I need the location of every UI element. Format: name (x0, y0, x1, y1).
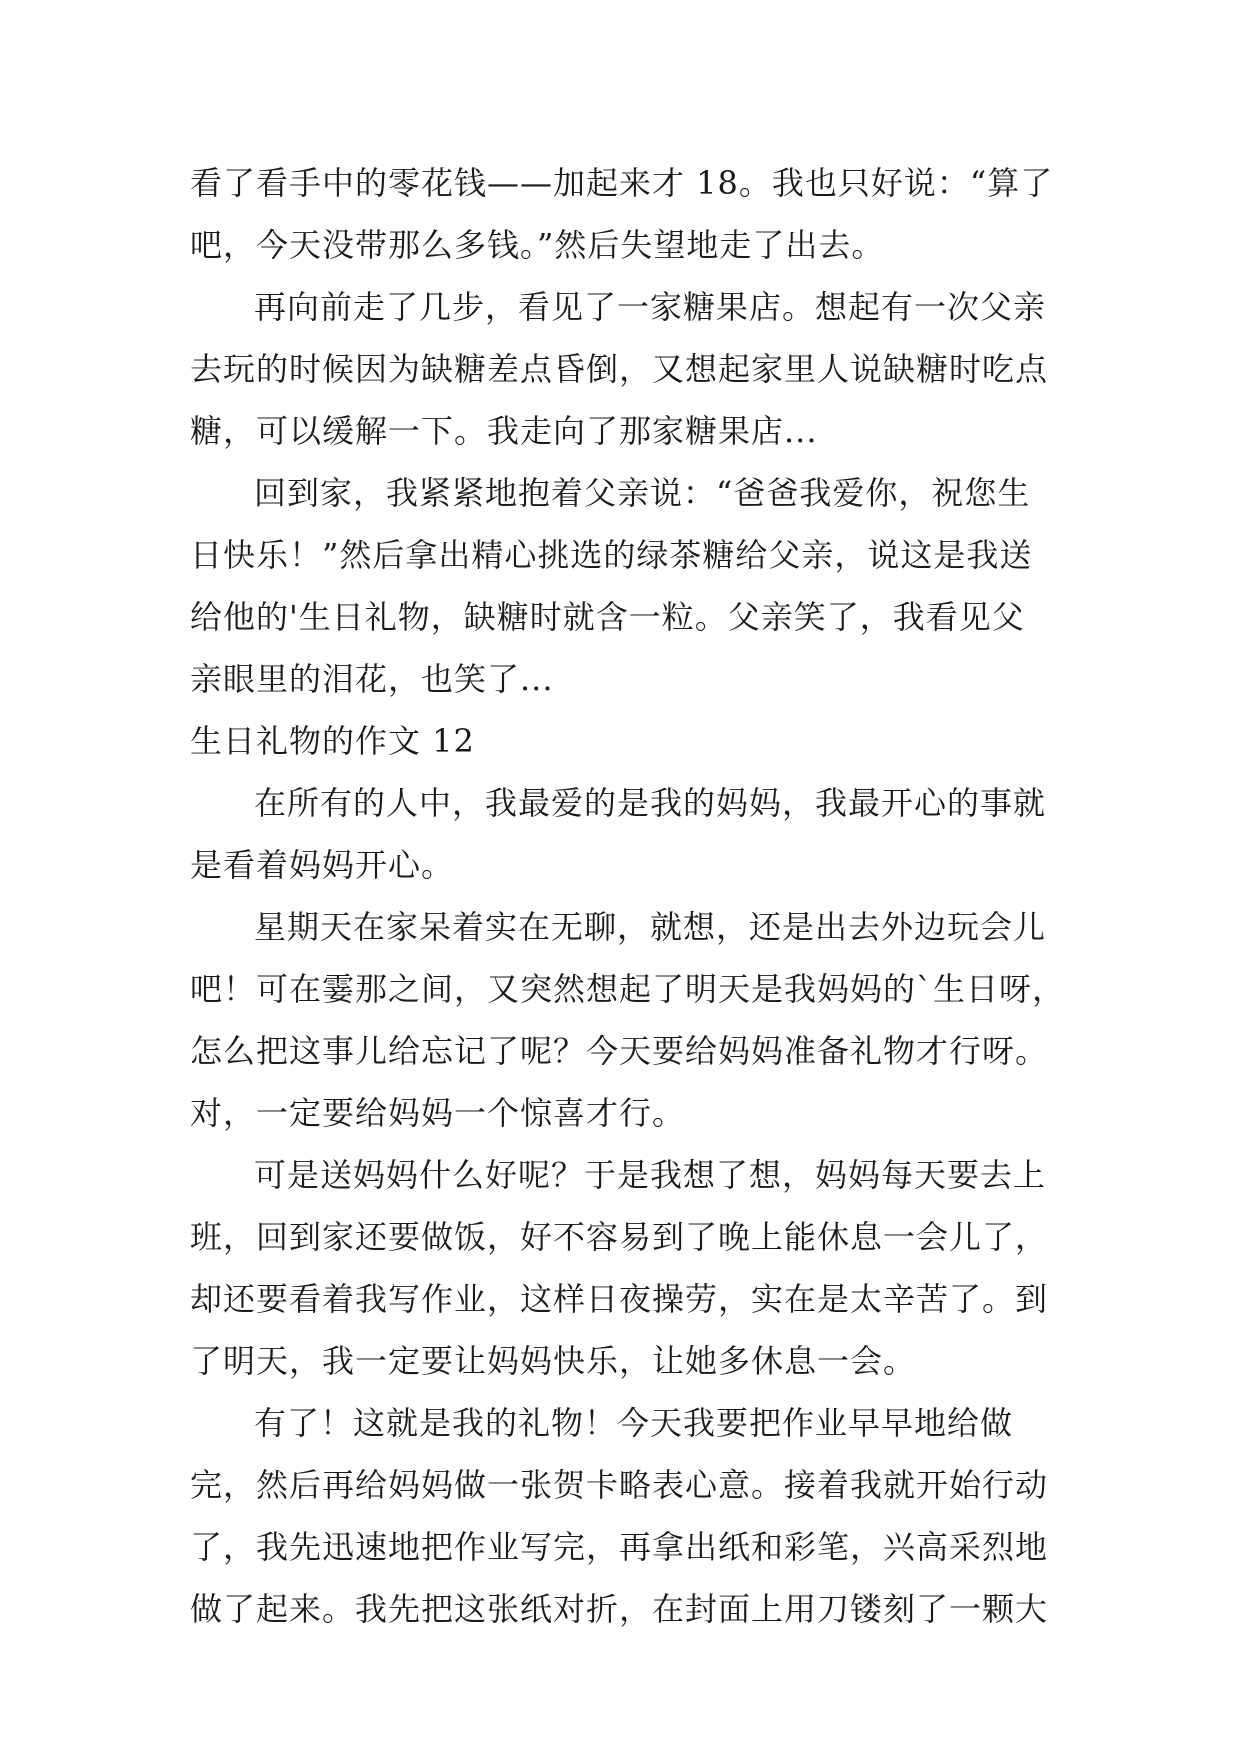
text-line: 对，一定要给妈妈一个惊喜才行。 (190, 1094, 686, 1132)
text-line: 看了看手中的零花钱——加起来才 18。我也只好说：“算了 (190, 164, 1054, 202)
heading-text: 生日礼物的作文 12 (190, 722, 475, 760)
text-line: 了明天，我一定要让妈妈快乐，让她多休息一会。 (190, 1342, 917, 1380)
text-line: 有了！这就是我的礼物！今天我要把作业早早地给做 (254, 1404, 1014, 1442)
paragraph (190, 896, 1070, 1144)
text-line: 班，回到家还要做饭，好不容易到了晚上能休息一会儿了， (190, 1218, 1049, 1256)
text-line: 是看着妈妈开心。 (190, 846, 455, 884)
section-heading (190, 710, 1070, 772)
text-line: 给他的'生日礼物，缺糖时就含一粒。父亲笑了，我看见父 (190, 598, 1025, 636)
text-line: 去玩的时候因为缺糖差点昏倒，又想起家里人说缺糖时吃点 (190, 350, 1049, 388)
text-line: 做了起来。我先把这张纸对折，在封面上用刀镂刻了一颗大 (190, 1590, 1049, 1628)
text-line: 了，我先迅速地把作业写完，再拿出纸和彩笔，兴高采烈地 (190, 1528, 1049, 1566)
paragraph (190, 772, 1070, 896)
text-line: 怎么把这事儿给忘记了呢？今天要给妈妈准备礼物才行呀。 (190, 1032, 1049, 1070)
text-line: 亲眼里的泪花，也笑了... (190, 660, 554, 698)
paragraph (190, 1392, 1070, 1640)
text-line: 在所有的人中，我最爱的是我的妈妈，我最开心的事就 (254, 784, 1047, 822)
paragraph (190, 1144, 1070, 1392)
text-line: 再向前走了几步，看见了一家糖果店。想起有一次父亲 (254, 288, 1047, 326)
text-line: 吧，今天没带那么多钱。”然后失望地走了出去。 (190, 226, 885, 264)
text-line: 却还要看着我写作业，这样日夜操劳，实在是太辛苦了。到 (190, 1280, 1049, 1318)
paragraph (190, 462, 1070, 710)
text-line: 日快乐！”然后拿出精心挑选的绿茶糖给父亲，说这是我送 (190, 536, 1033, 574)
paragraph-continued (190, 152, 1070, 276)
text-line: 糖，可以缓解一下。我走向了那家糖果店... (190, 412, 818, 450)
paragraph (190, 276, 1070, 462)
document-body (190, 152, 1070, 1640)
text-line: 回到家，我紧紧地抱着父亲说：“爸爸我爱你，祝您生 (254, 474, 1031, 512)
text-line: 吧！可在霎那之间，又突然想起了明天是我妈妈的`生日呀， (190, 970, 1066, 1008)
text-line: 完，然后再给妈妈做一张贺卡略表心意。接着我就开始行动 (190, 1466, 1049, 1504)
text-line: 可是送妈妈什么好呢？于是我想了想，妈妈每天要去上 (254, 1156, 1047, 1194)
text-line: 星期天在家呆着实在无聊，就想，还是出去外边玩会儿 (254, 908, 1047, 946)
